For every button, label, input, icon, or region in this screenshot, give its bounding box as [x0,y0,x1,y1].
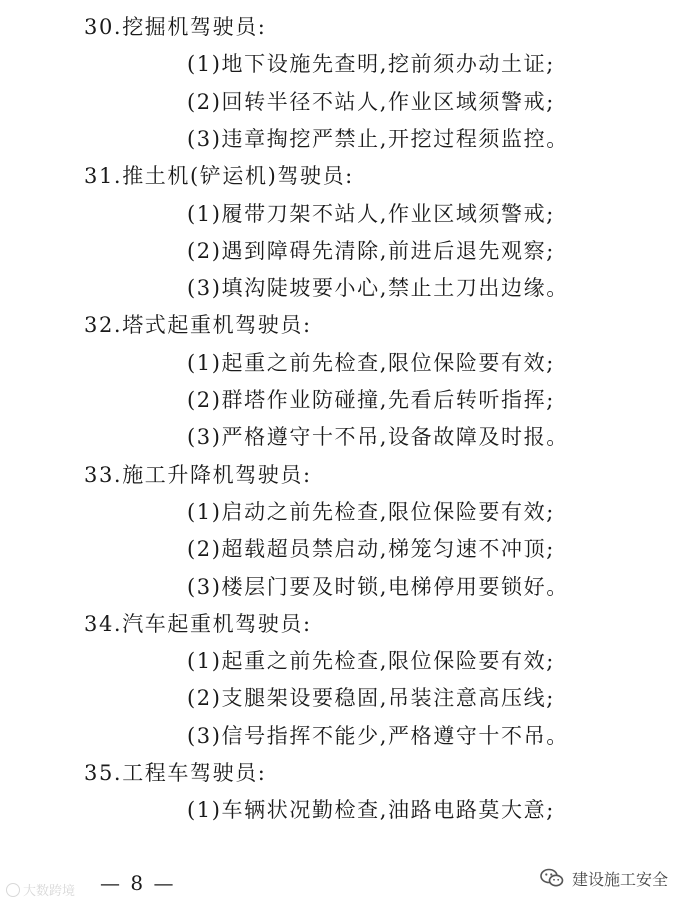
section-heading: 34.汽车起重机驾驶员: [84,612,312,636]
section-item: (3)楼层门要及时锁,电梯停用要锁好。 [187,575,569,599]
section-item: (2)支腿架设要稳固,吊装注意高压线; [187,686,555,710]
section-heading: 33.施工升降机驾驶员: [84,463,312,487]
section-item: (2)遇到障碍先清除,前进后退先观察; [187,239,555,263]
section-item: (3)违章掏挖严禁止,开挖过程须监控。 [187,127,569,151]
watermark-logo-icon [6,883,20,897]
wechat-icon [540,868,564,888]
section-item: (3)严格遵守十不吊,设备故障及时报。 [187,425,569,449]
brand-signature [540,866,668,890]
section-item: (1)启动之前先检查,限位保险要有效; [187,500,555,524]
watermark-text: 大数跨境 [23,884,76,899]
section-heading: 32.塔式起重机驾驶员: [84,313,312,337]
page-number: — 8 — [100,871,176,895]
section-heading: 35.工程车驾驶员: [84,761,267,785]
section-item: (3)填沟陡坡要小心,禁止土刀出边缘。 [187,276,569,300]
section-heading: 31.推土机(铲运机)驾驶员: [84,164,354,188]
section-item: (2)超载超员禁启动,梯笼匀速不冲顶; [187,537,555,561]
section-item: (1)地下设施先查明,挖前须办动土证; [187,52,555,76]
brand-label: 建设施工安全 [572,869,669,889]
section-item: (2)回转半径不站人,作业区域须警戒; [187,90,555,114]
section-item: (1)车辆状况勤检查,油路电路莫大意; [187,798,555,822]
section-item: (3)信号指挥不能少,严格遵守十不吊。 [187,724,569,748]
section-item: (2)群塔作业防碰撞,先看后转听指挥; [187,388,555,412]
section-heading: 30.挖掘机驾驶员: [84,15,267,39]
section-item: (1)起重之前先检查,限位保险要有效; [187,351,555,375]
watermark [6,880,75,899]
section-item: (1)起重之前先检查,限位保险要有效; [187,649,555,673]
section-item: (1)履带刀架不站人,作业区域须警戒; [187,202,555,226]
